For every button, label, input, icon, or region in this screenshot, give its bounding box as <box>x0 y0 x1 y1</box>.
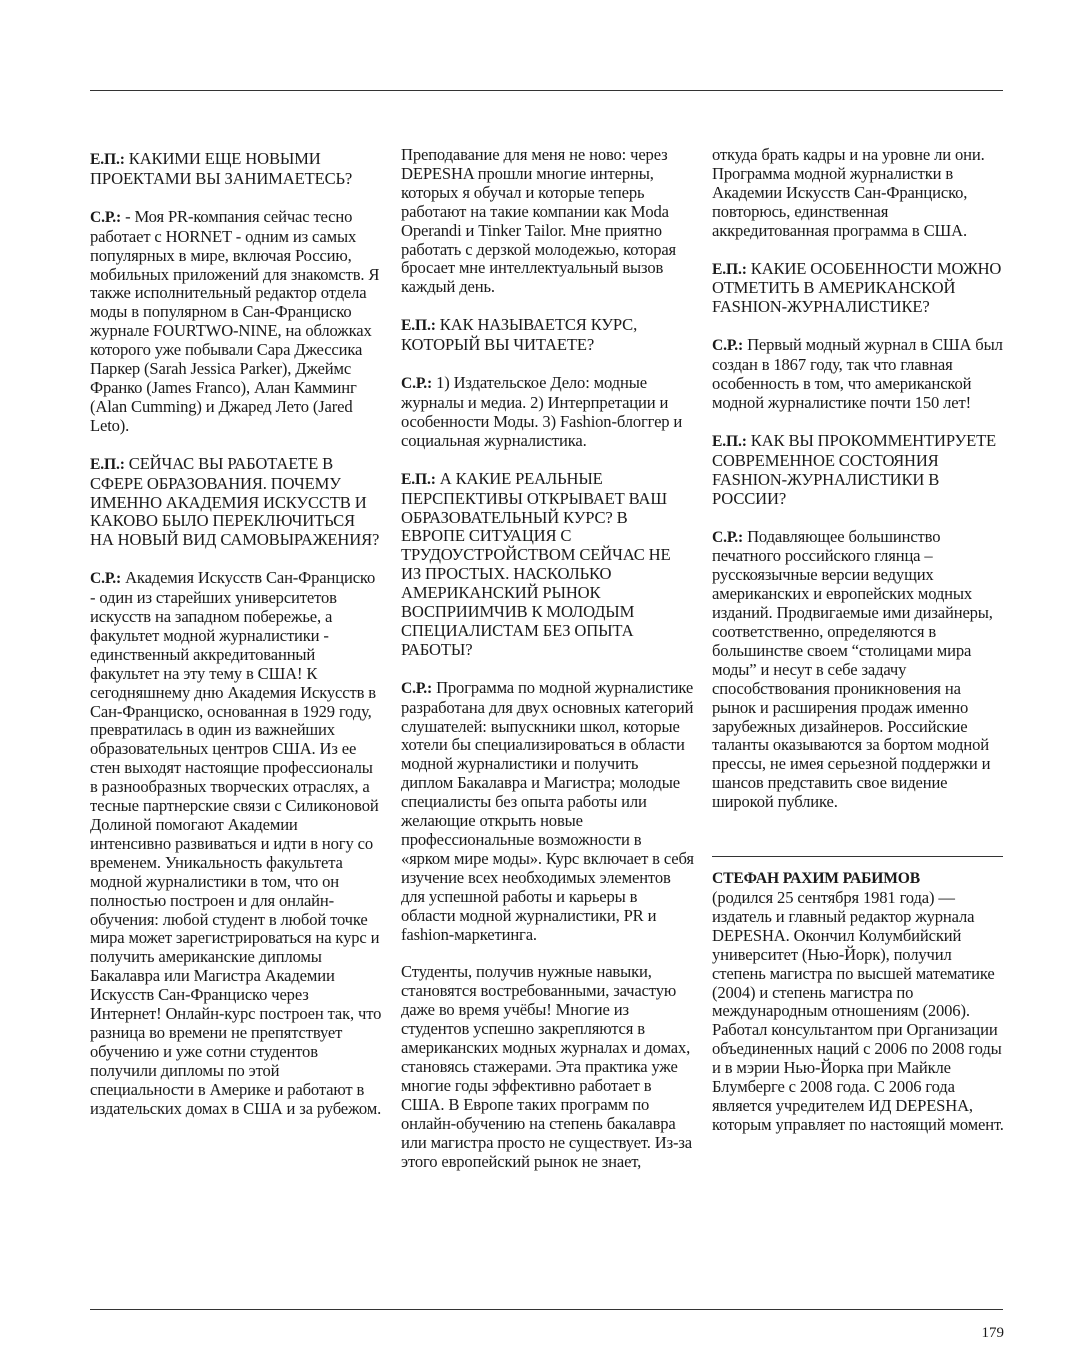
question-text: КАКИЕ ОСОБЕННОСТИ МОЖНО ОТМЕТИТЬ В АМЕРИКАНСКОЙ FASHION-ЖУРНАЛИСТИКЕ? <box>712 258 1002 317</box>
speaker-label: С.Р.: <box>90 570 122 588</box>
question <box>712 260 1004 318</box>
answer-text: - Моя PR-компания сейчас тесно работает с HORNET - одним из самых популярных в мире, включая Россию, мобильных приложений для знакомств. Я также исполнительный редактор отдела моды в популярном в Сан-Франциско журнале FOURTWO-NINE, на обложках которого уже побывали Сара Джессика Паркер (Sarah Jessica Parker), Джеймс Франко (James Franco), Алан Камминг (Alan Cumming) и Джаред Лето (Jared Leto). <box>90 206 380 435</box>
answer <box>90 208 382 436</box>
question-text: КАКИМИ ЕЩЕ НОВЫМИ ПРОЕКТАМИ ВЫ ЗАНИМАЕТЕСЬ? <box>90 149 353 188</box>
bottom-rule <box>90 1309 1003 1310</box>
speaker-label: Е.П.: <box>401 317 436 335</box>
speaker-label: Е.П.: <box>712 432 747 450</box>
answer <box>712 336 1004 413</box>
question <box>90 150 382 189</box>
speaker-label: Е.П.: <box>90 151 125 168</box>
question-text: СЕЙЧАС ВЫ РАБОТАЕТЕ В СФЕРЕ ОБРАЗОВАНИЯ. ПОЧЕМУ ИМЕННО АКАДЕМИЯ ИСКУССТВ И КАКОВО БЫЛО ПЕРЕКЛЮЧИТЬСЯ НА НОВЫЙ ВИД САМОВЫРАЖЕНИЯ? <box>90 453 380 550</box>
answer-text: Программа по модной журналистике разработана для двух основных категорий слушателей: выпускники школ, которые хотели бы специализироваться в области модной журналистики и получить диплом Бакалавра и Магистра; молодые специалисты без опыта работы или желающие открыть новые профессиональные возможности в «ярком мире моды». Курс включает в себя изучение всех необходимых элементов для успешной работы и карьеры в области модной журналистики, PR и fashion-маркетинга. <box>401 677 694 944</box>
speaker-label: С.Р.: <box>712 528 744 546</box>
question <box>401 316 694 355</box>
question-text: КАК ВЫ ПРОКОММЕНТИРУЕТЕ СОВРЕМЕННОЕ СОСТОЯНИЯ FASHION-ЖУРНАЛИСТИКИ В РОССИИ? <box>712 430 997 508</box>
speaker-label: С.Р.: <box>401 375 433 393</box>
bio-name: СТЕФАН РАХИМ РАБИМОВ <box>712 870 921 888</box>
answer-text: Академия Искусств Сан-Франциско - один из старейших университетов искусств на западном побережье, а факультет модной журналистики - единственный аккредитованный факультет на эту тему в США! К сегодняшнему дню Академия Искусств в Сан-Франциско, основанная в 1929 году, превратилась в один из важнейших образовательных центров США. Из ее стен выходят настоящие профессионалы в разнообразных творческих отраслях, а тесные партнерские связи с Силиконовой Долиной помогают Академии интенсивно развиваться и идти в ногу со временем. Уникальность факультета модной журналистики в том, что он полностью построен и для онлайн-обучения: любой студент в любой точке мира может зарегистрироваться на курс и получить американские дипломы Бакалавра или Магистра Академии Искусств Сан-Франциско через Интернет! Онлайн-курс построен так, что разница во времени не препятствует обучению и уже сотни студентов получили дипломы по этой специальности в Америке и работают в издательских домах в США и за рубежом. <box>90 568 382 1118</box>
answer-text: Подавляющее большинство печатного российского глянца – русскоязычные версии ведущих американских и европейских модных изданий. Продвигаемые ими дизайнеры, соответственно, определяются в большинстве своем “столицами мира моды” и несут в себе задачу способствования проникновения на рынок и расширения продаж именно зарубежных дизайнеров. Российские таланты оказываются за бортом модной прессы, не имея серьезной поддержки и шансов представить свое видение широкой публике. <box>712 526 993 812</box>
answer <box>90 569 382 1118</box>
page-number: 179 <box>981 1325 1004 1341</box>
column-2 <box>401 146 694 1190</box>
question-text: КАК НАЗЫВАЕТСЯ КУРС, КОТОРЫЙ ВЫ ЧИТАЕТЕ? <box>401 315 638 355</box>
speaker-label: Е.П.: <box>401 470 436 488</box>
question-text: А КАКИЕ РЕАЛЬНЫЕ ПЕРСПЕКТИВЫ ОТКРЫВАЕТ ВАШ ОБРАЗОВАТЕЛЬНЫЙ КУРС? В ЕВРОПЕ СИТУАЦИЯ С ТРУДОУСТРОЙСТВОМ СЕЙЧАС НЕ ИЗ ПРОСТЫХ. НАСКОЛЬКО АМЕРИКАНСКИЙ РЫНОК ВОСПРИИМЧИВ К МОЛОДЫМ СПЕЦИАЛИСТАМ БЕЗ ОПЫТА РАБОТЫ? <box>401 468 671 659</box>
question <box>401 470 694 660</box>
speaker-label: Е.П.: <box>712 260 747 278</box>
paragraph: откуда брать кадры и на уровне ли они. Программа модной журналистки в Академии Искусств Сан-Франциско, повторюсь, единственная аккредитованная программа в США. <box>712 145 985 240</box>
question <box>712 432 1004 509</box>
answer-text: 1) Издательское Дело: модные журналы и медиа. 2) Интерпретации и особенности Моды. 3) Fashion-блоггер и социальная журналистика. <box>401 373 683 450</box>
answer-text: Первый модный журнал в США был создан в 1867 году, так что главная особенность в том, что американской модной журналистике почти 150 лет! <box>712 335 1003 412</box>
column-1 <box>90 150 382 1138</box>
author-bio <box>712 869 1004 1135</box>
answer <box>401 679 694 945</box>
bio-divider <box>712 856 1003 857</box>
question <box>90 455 382 551</box>
answer <box>401 374 694 451</box>
top-rule <box>90 90 1003 91</box>
speaker-label: С.Р.: <box>90 208 122 226</box>
paragraph: Студенты, получив нужные навыки, становятся востребованными, зачастую даже во время учёбы! Многие из студентов успешно закрепляются в американских модных журналах и домах, становясь стажерами. Эта практика уже многие годы эффективно работает в США. В Европе таких программ по онлайн-обучению на степень бакалавра или магистра просто не существует. Из-за этого европейский рынок не знает, <box>401 962 692 1171</box>
speaker-label: С.Р.: <box>712 337 744 355</box>
speaker-label: С.Р.: <box>401 679 433 697</box>
paragraph: Преподавание для меня не ново: через DEPESHA прошли многие интерны, которых я обучал и которые теперь работают на такие компании как Moda Operandi и Tinker Tailor. Мне приятно работать с дерзкой молодежью, которая бросает мне интеллектуальный вызов каждый день. <box>401 145 677 297</box>
bio-text: (родился 25 сентября 1981 года) — издатель и главный редактор журнала DEPESHA. Окончил Колумбийский университет (Нью-Йорк), получил степень магистра по высшей математике (2004) и степень магистра по международным отношениям (2006). Работал консультантом при Организации объединенных наций с 2006 по 2008 годы и в мэрии Нью-Йорка при Майкле Блумберге с 2008 года. С 2006 года является учредителем ИД DEPESHA, которым управляет по настоящий момент. <box>712 888 1004 1134</box>
speaker-label: Е.П.: <box>90 455 125 473</box>
answer <box>712 528 1004 813</box>
column-3 <box>712 146 1004 1135</box>
